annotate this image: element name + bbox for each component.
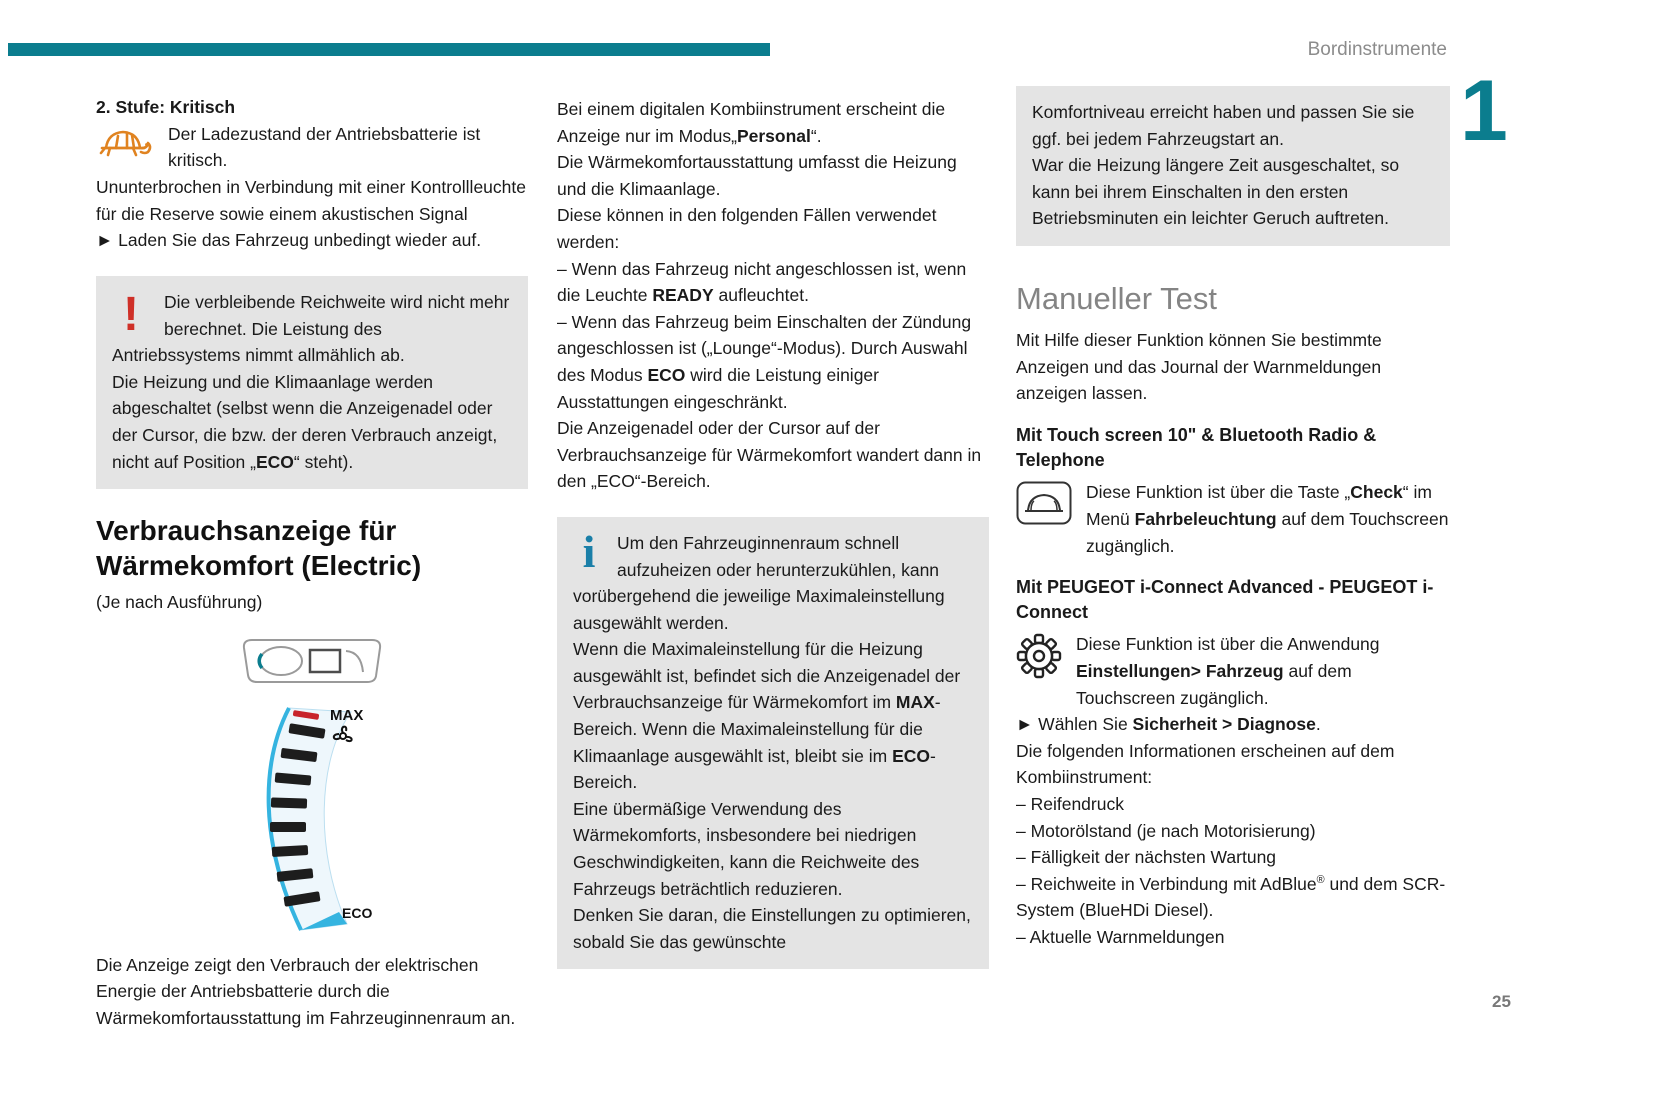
- list-item: – Reifendruck: [1016, 794, 1124, 815]
- info-shown-line: Die folgenden Informationen erscheinen auf dem Kombiinstrument:: [1016, 740, 1395, 788]
- list-item: – Motorölstand (je nach Motorisierung): [1016, 820, 1316, 841]
- variant-note: (Je nach Ausführung): [96, 592, 263, 613]
- list-item: – Fälligkeit der nächsten Wartung: [1016, 847, 1277, 868]
- cont-text-2: War die Heizung längere Zeit ausgeschaltet, so kann bei ihrem Einschalten in den ersten Betriebsminuten ein leichter Geruch auftreten.: [1032, 155, 1400, 229]
- touchscreen-access-para: [1016, 479, 1450, 559]
- select-diagnose-line: ► Wählen Sie Sicherheit > Diagnose.: [1016, 714, 1321, 735]
- para-cases: Diese können in den folgenden Fällen verwendet werden:: [557, 205, 937, 252]
- manual-test-intro: Mit Hilfe dieser Funktion können Sie bestimmte Anzeigen und das Journal der Warnmeldungen anzeigen lassen.: [1016, 330, 1382, 404]
- iconnect-access-text: Diese Funktion ist über die Anwendung Einstellungen> Fahrzeug auf dem Touchscreen zugänglich.: [1076, 634, 1380, 708]
- para-personal-mode: Bei einem digitalen Kombiinstrument erscheint die Anzeige nur im Modus„Personal“.: [557, 99, 946, 146]
- para-cursor-eco: Die Anzeigenadel oder der Cursor auf der Verbrauchsanzeige für Wärmekomfort wandert dann in den „ECO“-Bereich.: [557, 418, 982, 492]
- thermal-comfort-gauge: [227, 702, 397, 942]
- chapter-accent-bar: [8, 43, 770, 56]
- info-text-1: Um den Fahrzeuginnenraum schnell aufzuheizen oder herunterzukühlen, kann vorübergehend die jeweilige Maximaleinstellung ausgewählt werden.: [573, 532, 945, 633]
- warning-text-2: Die Heizung und die Klimaanlage werden abgeschaltet (selbst wenn die Anzeigenadel oder der Cursor, die bzw. der deren Verbrauch anzeigt, nicht auf Position „ECO“ steht).: [112, 371, 498, 472]
- chapter-number: 1: [1460, 63, 1508, 159]
- gauge-max-label: MAX: [330, 706, 364, 724]
- turtle-text: Der Ladezustand der Antriebsbatterie ist kritisch.: [168, 123, 481, 171]
- section-heading-manual-test: Manueller Test: [1016, 280, 1218, 316]
- signal-text: Ununterbrochen in Verbindung mit einer Kontrollleuchte für die Reserve sowie einem akustischen Signal: [96, 177, 526, 224]
- info-box-continuation: [1016, 86, 1450, 246]
- info-text-4: Denken Sie daran, die Einstellungen zu optimieren, sobald Sie das gewünschte: [573, 905, 971, 952]
- stage-heading: 2. Stufe: Kritisch: [96, 97, 236, 117]
- column-left: [96, 94, 528, 1032]
- running-header: Bordinstrumente: [1307, 39, 1447, 60]
- instrument-cluster-pictogram: [237, 630, 387, 688]
- sub-heading-touchscreen: Mit Touch screen 10" & Bluetooth Radio & Telephone: [1016, 424, 1377, 471]
- turtle-icon: [96, 123, 154, 171]
- exclamation-icon: !: [123, 287, 139, 341]
- para-equipment: Die Wärmekomfortausstattung umfasst die Heizung und die Klimaanlage.: [557, 152, 957, 199]
- iconnect-access-para: [1016, 631, 1450, 711]
- thermal-comfort-gauge-figure: [96, 630, 528, 942]
- cont-text-1: Komfortniveau erreicht haben und passen Sie sie ggf. bei jedem Fahrzeugstart an.: [1032, 102, 1415, 149]
- warning-text-1: Die verbleibende Reichweite wird nicht mehr berechnet. Die Leistung des Antriebssystems nimmt allmählich ab.: [112, 291, 510, 366]
- car-check-icon: [1016, 481, 1072, 533]
- info-text-3: Eine übermäßige Verwendung des Wärmekomforts, insbesondere bei niedrigen Geschwindigkeiten, kann die Reichweite des Fahrzeugs beträchtlich reduzieren.: [573, 798, 920, 899]
- warning-box: [96, 276, 528, 489]
- sub-heading-iconnect: Mit PEUGEOT i-Connect Advanced - PEUGEOT i-Connect: [1016, 577, 1434, 623]
- page-number: 25: [1492, 992, 1511, 1011]
- info-box: [557, 517, 989, 970]
- column-right: [1016, 86, 1450, 951]
- gear-settings-icon: [1016, 633, 1062, 687]
- gauge-eco-label: ECO: [342, 904, 373, 921]
- charge-action: ► Laden Sie das Fahrzeug unbedingt wieder auf.: [96, 230, 482, 251]
- info-text-2: Wenn die Maximaleinstellung für die Heizung ausgewählt ist, befindet sich die Anzeigenadel der Verbrauchsanzeige für Wärmekomfort im MAX-Bereich. Wenn die Maximaleinstellung für die Klimaanlage ausgewählt ist, bleibt sie im ECO-Bereich.: [573, 639, 961, 793]
- turtle-warning-para: [96, 121, 528, 175]
- list-item: – Reichweite in Verbindung mit AdBlue® und dem SCR-System (BlueHDi Diesel).: [1016, 873, 1446, 921]
- section-heading-thermal: Verbrauchsanzeige für Wärmekomfort (Electric): [96, 515, 422, 582]
- list-item: – Aktuelle Warnmeldungen: [1016, 927, 1225, 947]
- case-item-lounge: – Wenn das Fahrzeug beim Einschalten der Zündung angeschlossen ist („Lounge“-Modus). Durch Auswahl des Modus ECO wird die Leistung einiger Ausstattungen eingeschränkt.: [557, 311, 972, 412]
- touchscreen-access-text: Diese Funktion ist über die Taste „Check“ im Menü Fahrbeleuchtung auf dem Touchscreen zugänglich.: [1086, 482, 1449, 556]
- info-icon: i: [582, 525, 596, 577]
- column-middle: [557, 96, 989, 991]
- case-item-ready: – Wenn das Fahrzeug nicht angeschlossen ist, wenn die Leuchte READY aufleuchtet.: [557, 258, 967, 306]
- display-text: Die Anzeige zeigt den Verbrauch der elektrischen Energie der Antriebsbatterie durch die Wärmekomfortausstattung im Fahrzeuginnenraum an.: [96, 954, 516, 1028]
